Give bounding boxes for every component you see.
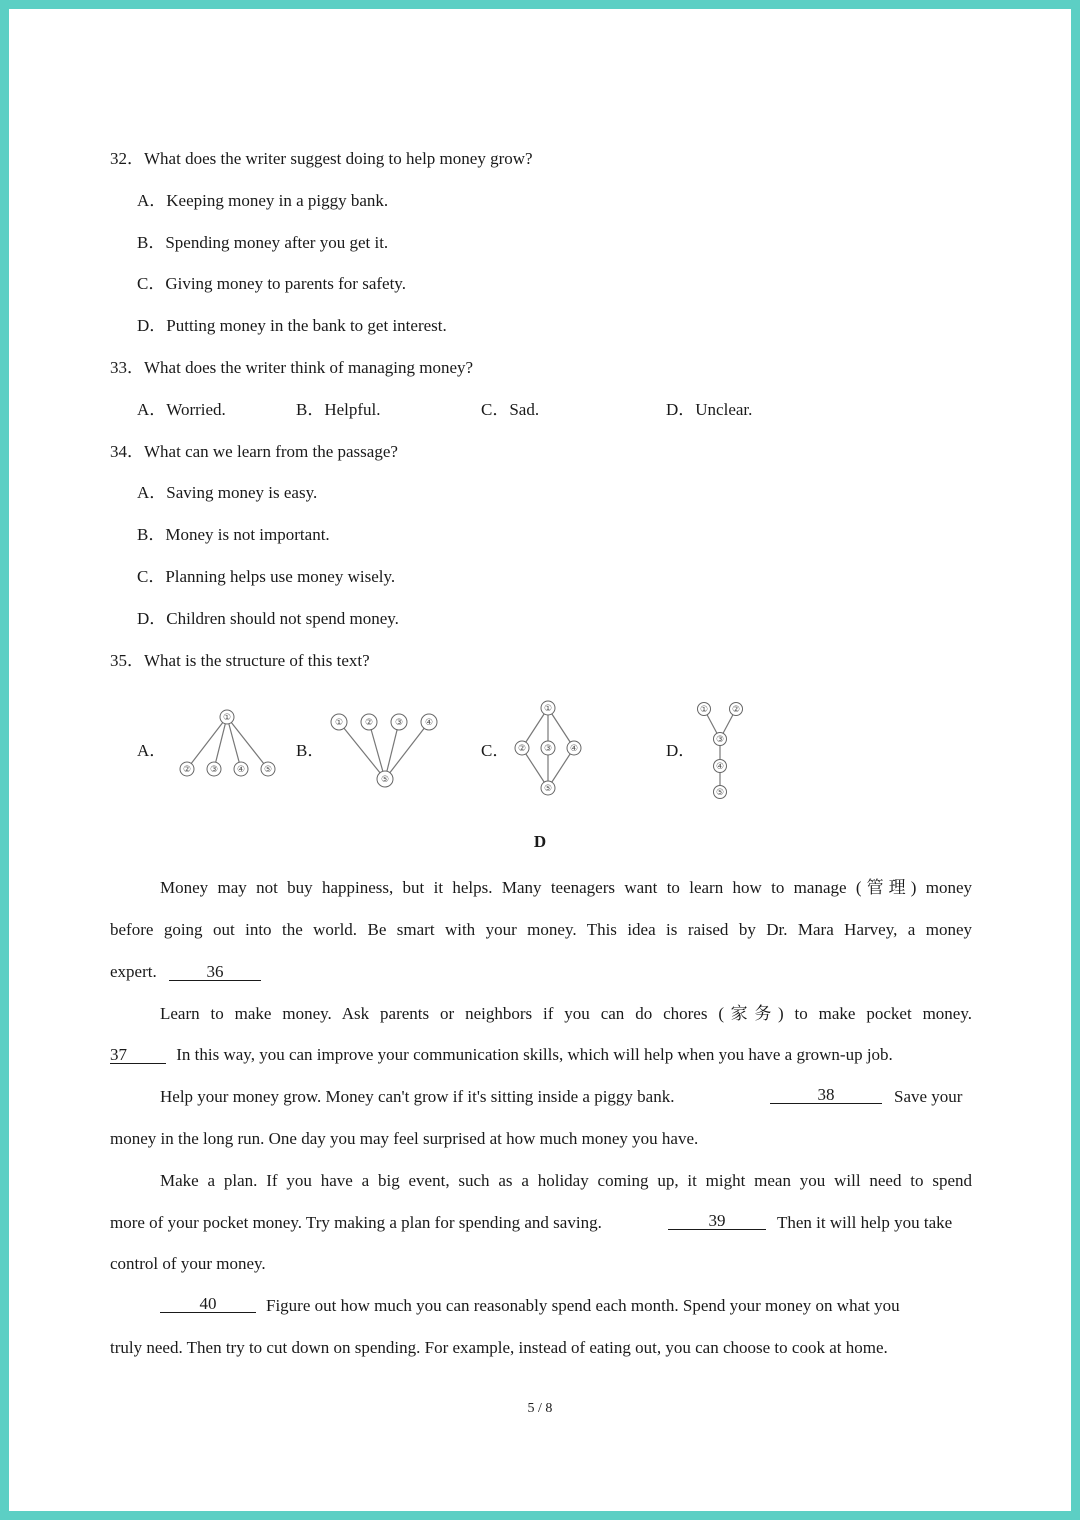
diagram-node bbox=[331, 714, 347, 730]
blank-37[interactable]: 37 bbox=[110, 1046, 166, 1064]
svg-text:①: ① bbox=[543, 704, 553, 714]
question-32-option-d: D．Putting money in the bank to get interest. bbox=[137, 316, 447, 335]
svg-text:①: ① bbox=[699, 705, 709, 715]
passage-p4-line2a: more of your pocket money. Try making a plan for spending and saving. bbox=[110, 1213, 602, 1232]
question-33-option-d: D．Unclear. bbox=[666, 400, 753, 419]
diagram-node bbox=[567, 741, 581, 755]
diagram-node bbox=[377, 771, 393, 787]
page-number: 5 / 8 bbox=[527, 1401, 553, 1416]
question-35-option-d: D． bbox=[666, 741, 696, 760]
passage-p4-line1: Make a plan. If you have a big event, such as a holiday coming up, it might mean you will need to spend bbox=[160, 1171, 972, 1190]
passage-p5-line1: Figure out how much you can reasonably spend each month. Spend your money on what you bbox=[266, 1296, 900, 1315]
passage-text: In this way, you can improve your communication skills, which will help when you have a grown-up job. bbox=[176, 1045, 893, 1064]
question-33-option-c: C．Sad. bbox=[481, 400, 540, 419]
diagram-node bbox=[207, 762, 221, 776]
svg-text:④: ④ bbox=[715, 762, 725, 772]
diagram-node bbox=[714, 733, 727, 746]
question-34-option-c: C．Planning helps use money wisely. bbox=[137, 567, 396, 586]
svg-text:⑤: ⑤ bbox=[715, 788, 725, 798]
question-33-stem: 33．What does the writer think of managing money? bbox=[110, 358, 474, 377]
svg-text:④: ④ bbox=[236, 765, 246, 775]
diagram-node bbox=[541, 741, 555, 755]
structure-diagram-c bbox=[505, 695, 595, 800]
blank-36[interactable]: 36 bbox=[169, 963, 261, 981]
diagram-node bbox=[421, 714, 437, 730]
question-34-option-b: B．Money is not important. bbox=[137, 525, 330, 544]
passage-p4-line3: control of your money. bbox=[110, 1254, 266, 1273]
svg-text:⑤: ⑤ bbox=[263, 765, 273, 775]
question-34-option-a: A．Saving money is easy. bbox=[137, 483, 318, 502]
diagram-node bbox=[730, 703, 743, 716]
svg-text:①: ① bbox=[222, 713, 232, 723]
svg-text:④: ④ bbox=[569, 744, 579, 754]
question-35-stem: 35．What is the structure of this text? bbox=[110, 651, 370, 670]
svg-text:⑤: ⑤ bbox=[380, 775, 390, 785]
passage-p3-line2: money in the long run. One day you may feel surprised at how much money you have. bbox=[110, 1129, 699, 1148]
question-32-option-b: B．Spending money after you get it. bbox=[137, 233, 389, 252]
blank-38[interactable]: 38 bbox=[770, 1086, 882, 1104]
question-35-option-b: B． bbox=[296, 741, 325, 760]
svg-text:②: ② bbox=[517, 744, 527, 754]
svg-text:②: ② bbox=[364, 718, 374, 728]
svg-text:④: ④ bbox=[424, 718, 434, 728]
question-32-option-c: C．Giving money to parents for safety. bbox=[137, 274, 406, 293]
question-33-option-b: B．Helpful. bbox=[296, 400, 381, 419]
diagram-node bbox=[234, 762, 248, 776]
diagram-node bbox=[261, 762, 275, 776]
question-33-option-a: A．Worried. bbox=[137, 400, 226, 419]
diagram-node bbox=[698, 703, 711, 716]
passage-p1-line3 bbox=[110, 961, 261, 983]
structure-diagram-d bbox=[690, 695, 755, 805]
blank-40[interactable]: 40 bbox=[160, 1295, 256, 1313]
section-heading: D bbox=[533, 832, 547, 851]
svg-text:②: ② bbox=[731, 705, 741, 715]
blank-39[interactable]: 39 bbox=[668, 1212, 766, 1230]
passage-p4-line2b: Then it will help you take bbox=[777, 1213, 953, 1232]
diagram-node bbox=[391, 714, 407, 730]
diagram-node bbox=[714, 760, 727, 773]
question-34-option-d: D．Children should not spend money. bbox=[137, 609, 399, 628]
diagram-node bbox=[220, 710, 234, 724]
diagram-node bbox=[714, 786, 727, 799]
question-32-stem: 32．What does the writer suggest doing to help money grow? bbox=[110, 149, 533, 168]
passage-p5-line2: truly need. Then try to cut down on spending. For example, instead of eating out, you can choose to cook at home. bbox=[110, 1338, 888, 1357]
structure-diagram-b bbox=[325, 705, 450, 795]
passage-p1-line2: before going out into the world. Be smart with your money. This idea is raised by Dr. Mara Harvey, a money bbox=[110, 920, 972, 939]
passage-p3-line1a: Help your money grow. Money can't grow if it's sitting inside a piggy bank. bbox=[160, 1087, 675, 1106]
diagram-node bbox=[180, 762, 194, 776]
svg-text:③: ③ bbox=[209, 765, 219, 775]
svg-text:②: ② bbox=[182, 765, 192, 775]
svg-text:③: ③ bbox=[394, 718, 404, 728]
passage-text: expert. bbox=[110, 962, 157, 981]
svg-text:⑤: ⑤ bbox=[543, 784, 553, 794]
passage-p3-line1b: Save your bbox=[894, 1087, 963, 1106]
passage-p2-line2 bbox=[110, 1044, 893, 1066]
svg-text:③: ③ bbox=[543, 744, 553, 754]
question-34-stem: 34．What can we learn from the passage? bbox=[110, 442, 398, 461]
passage-p2-line1: Learn to make money. Ask parents or neighbors if you can do chores (家务) to make pocket money. bbox=[160, 1004, 972, 1023]
svg-text:①: ① bbox=[334, 718, 344, 728]
question-32-option-a: A．Keeping money in a piggy bank. bbox=[137, 191, 389, 210]
passage-p1-line1: Money may not buy happiness, but it helps. Many teenagers want to learn how to manage (管理) money bbox=[160, 878, 972, 897]
structure-diagram-a bbox=[170, 700, 290, 785]
svg-text:③: ③ bbox=[715, 735, 725, 745]
diagram-node bbox=[541, 781, 555, 795]
question-35-option-a: A． bbox=[137, 741, 167, 760]
diagram-node bbox=[361, 714, 377, 730]
question-35-option-c: C． bbox=[481, 741, 510, 760]
diagram-node bbox=[515, 741, 529, 755]
diagram-node bbox=[541, 701, 555, 715]
